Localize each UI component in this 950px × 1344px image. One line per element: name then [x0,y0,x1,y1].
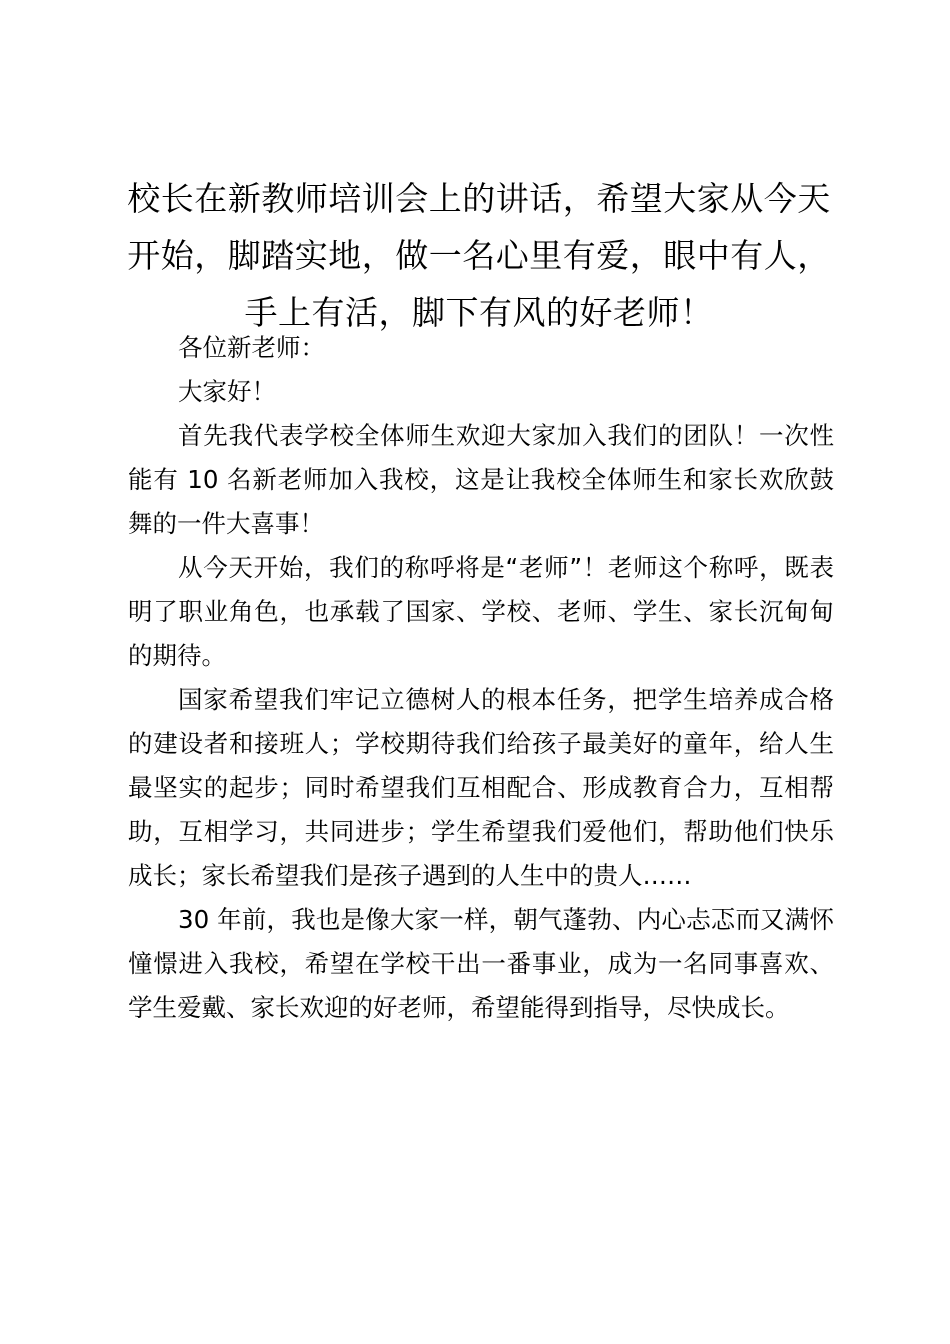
paragraph-personal-story: 30 年前，我也是像大家一样，朝气蓬勃、内心忐忑而又满怀憧憬进入我校，希望在学校干出一番事业，成为一名同事喜欢、学生爱戴、家长欢迎的好老师，希望能得到指导，尽快成长。 [128,905,834,1022]
document-body [128,326,834,1030]
paragraph-expectations: 国家希望我们牢记立德树人的根本任务，把学生培养成合格的建设者和接班人；学校期待我们给孩子最美好的童年，给人生最坚实的起步；同时希望我们互相配合、形成教育合力，互相帮助，互相学习，共同进步；学生希望我们爱他们，帮助他们快乐成长；家长希望我们是孩子遇到的人生中的贵人…… [128,685,834,890]
paragraph-welcome: 首先我代表学校全体师生欢迎大家加入我们的团队！一次性能有 10 名新老师加入我校，这是让我校全体师生和家长欢欣鼓舞的一件大喜事！ [128,421,834,538]
document-title: 校长在新教师培训会上的讲话，希望大家从今天开始，脚踏实地，做一名心里有爱，眼中有人，手上有活，脚下有风的好老师！ [127,179,831,332]
salutation: 各位新老师： [178,333,325,362]
greeting: 大家好！ [178,377,276,406]
paragraph-title-meaning: 从今天开始，我们的称呼将是“老师”！老师这个称呼，既表明了职业角色，也承载了国家、学校、老师、学生、家长沉甸甸的期待。 [128,553,834,670]
